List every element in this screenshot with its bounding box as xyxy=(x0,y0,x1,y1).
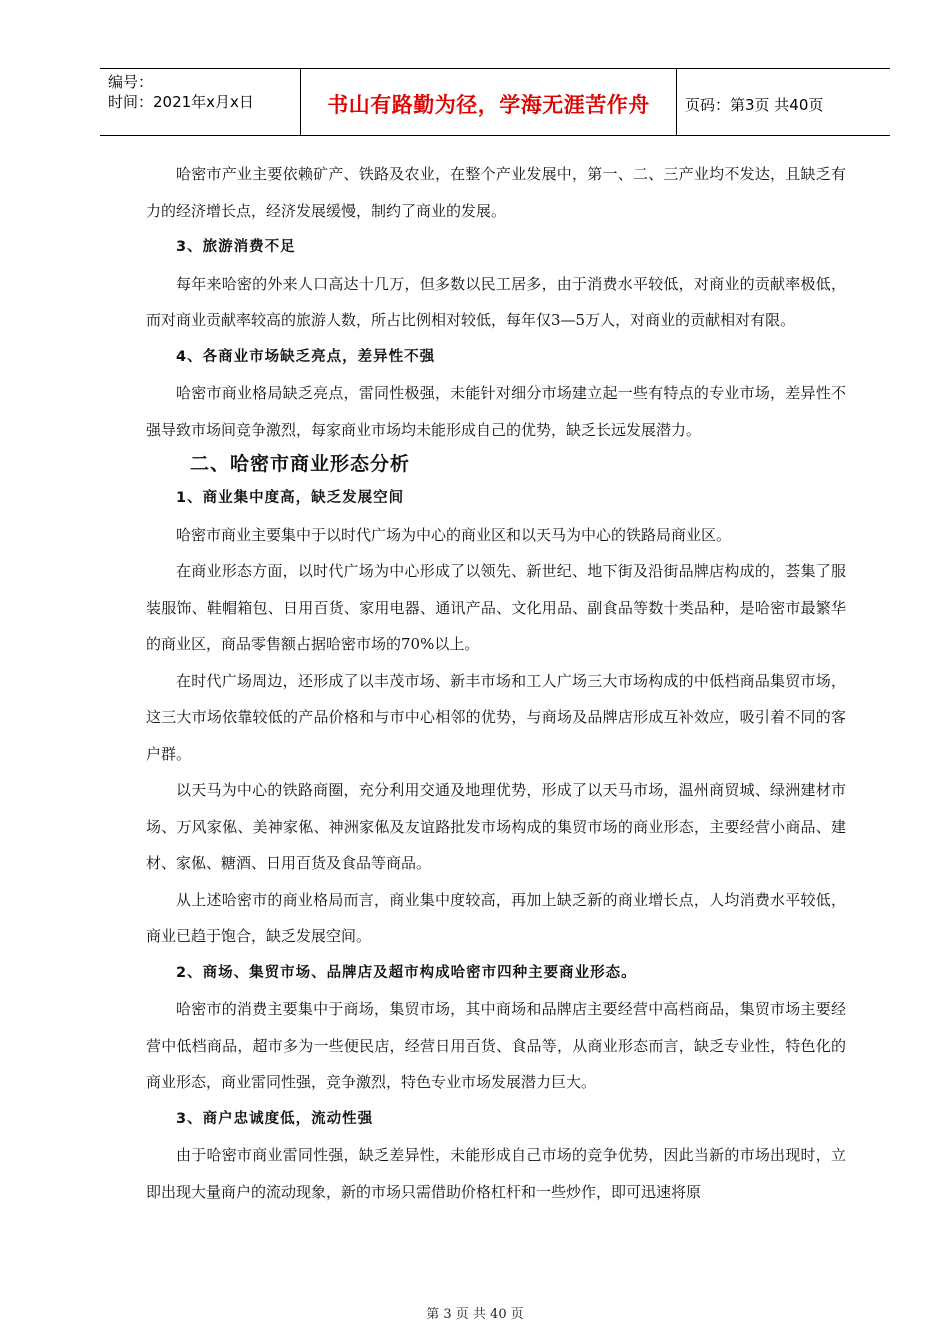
paragraph: 从上述哈密市的商业格局而言，商业集中度较高，再加上缺乏新的商业增长点，人均消费水平较低，商业已趋于饱合，缺乏发展空间。 xyxy=(146,890,846,945)
paragraph: 以天马为中心的铁路商圈，充分利用交通及地理优势，形成了以天马市场，温州商贸城、绿洲建材市场、万风家俬、美神家俬、神洲家俬及友谊路批发市场构成的集贸市场的商业形态，主要经营小商品、建材、家俬、糖酒、日用百货及食品等商品。 xyxy=(146,781,846,872)
subheading: 2、商场、集贸市场、品牌店及超市构成哈密市四种主要商业形态。 xyxy=(176,964,637,981)
page-number: 第 3 页 共 40 页 xyxy=(426,1307,524,1322)
subheading: 3、旅游消费不足 xyxy=(176,239,296,255)
document-body xyxy=(146,156,846,1210)
paragraph: 在商业形态方面，以时代广场为中心形成了以领先、新世纪、地下街及沿街品牌店构成的，荟集了服装服饰、鞋帽箱包、日用百货、家用电器、通讯产品、文化用品、副食品等数十类品种，是哈密市最繁华的商业区，商品零售额占据哈密市场的70%以上。 xyxy=(146,562,846,653)
paragraph: 哈密市商业格局缺乏亮点，雷同性极强，未能针对细分市场建立起一些有特点的专业市场，差异性不强导致市场间竞争激烈，每家商业市场均未能形成自己的优势，缺乏长远发展潜力。 xyxy=(146,384,846,439)
paragraph: 哈密市商业主要集中于以时代广场为中心的商业区和以天马为中心的铁路局商业区。 xyxy=(176,525,732,544)
time-label: 时间：2021年x月x日 xyxy=(108,93,254,111)
subheading: 4、各商业市场缺乏亮点，差异性不强 xyxy=(176,348,436,365)
paragraph: 哈密市产业主要依赖矿产、铁路及农业，在整个产业发展中，第一、二、三产业均不发达，且缺乏有力的经济增长点，经济发展缓慢，制约了商业的发展。 xyxy=(146,165,846,220)
page-footer xyxy=(0,1303,950,1322)
page-header xyxy=(100,68,890,136)
paragraph: 每年来哈密的外来人口高达十几万，但多数以民工居多，由于消费水平较低，对商业的贡献率极低，而对商业贡献率较高的旅游人数，所占比例相对较低，每年仅3—5万人，对商业的贡献相对有限。 xyxy=(146,274,846,329)
page-info: 页码：第3页 共40页 xyxy=(685,95,824,114)
header-motto-cell xyxy=(301,69,677,135)
paragraph: 哈密市的消费主要集中于商场，集贸市场，其中商场和品牌店主要经营中高档商品，集贸市场主要经营中低档商品，超市多为一些便民店，经营日用百货、食品等，从商业形态而言，缺乏专业性，特色化的商业形态，商业雷同性强，竞争激烈，特色专业市场发展潜力巨大。 xyxy=(146,1000,846,1091)
paragraph: 在时代广场周边，还形成了以丰茂市场、新丰市场和工人广场三大市场构成的中低档商品集贸市场，这三大市场依靠较低的产品价格和与市中心相邻的优势，与商场及品牌店形成互补效应，吸引着不同的客户群。 xyxy=(146,671,846,763)
subheading: 3、商户忠诚度低，流动性强 xyxy=(176,1110,374,1127)
section-heading: 二、哈密市商业形态分析 xyxy=(190,453,411,475)
header-page-cell xyxy=(677,69,890,135)
motto-text: 书山有路勤为径，学海无涯苦作舟 xyxy=(327,93,650,117)
subheading: 1、商业集中度高，缺乏发展空间 xyxy=(176,490,405,506)
paragraph: 由于哈密市商业雷同性强，缺乏差异性，未能形成自己市场的竞争优势，因此当新的市场出现时，立即出现大量商户的流动现象，新的市场只需借助价格杠杆和一些炒作，即可迅速将原 xyxy=(146,1146,846,1201)
doc-number-label: 编号： xyxy=(108,73,154,91)
header-meta-cell xyxy=(100,69,301,135)
